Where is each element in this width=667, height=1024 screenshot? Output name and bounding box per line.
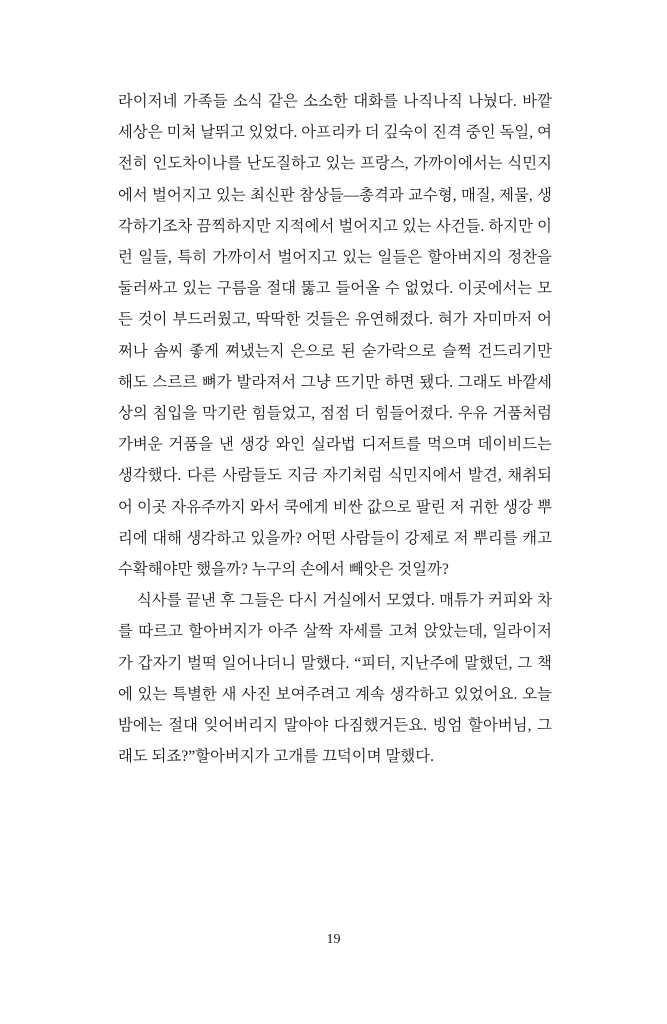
paragraph: 식사를 끝낸 후 그들은 다시 거실에서 모였다. 매튜가 커피와 차를 따르고 할아버지가 아주 살짝 자세를 고쳐 앉았는데, 일라이저가 갑자기 벌떡 일어나더니 말했다. “피터, 지난주에 말했던, 그 책에 있는 특별한 새 사진 보여주려고 계속 생각하고 있었어요. 오늘 밤에는 절대 잊어버리지 말아야 다짐했거든요. 빙엄 할아버님, 그래도 되죠?”할아버지가 고개를 끄덕이며 말했다. xyxy=(118,592,552,766)
body-text xyxy=(118,86,552,772)
paragraph: 라이저네 가족들 소식 같은 소소한 대화를 나직나직 나눴다. 바깥세상은 미처 날뛰고 있었다. 아프리카 더 깊숙이 진격 중인 독일, 여전히 인도차이나를 난도질하고 있는 프랑스, 가까이에서는 식민지에서 벌어지고 있는 최신판 참상들—총격과 교수형, 매질, 제물, 생각하기조차 끔찍하지만 지적에서 벌어지고 있는 사건들. 하지만 이런 일들, 특히 가까이서 벌어지고 있는 일들은 할아버지의 정찬을 둘러싸고 있는 구름을 절대 뚫고 들어올 수 없었다. 이곳에서는 모든 것이 부드러웠고, 딱딱한 것들은 유연해졌다. 혀가 자미마저 어쩌나 솜씨 좋게 쪄냈는지 은으로 된 숟가락으로 슬쩍 건드리기만 해도 스르르 뼈가 발라져서 그냥 뜨기만 하면 됐다. 그래도 바깥세상의 침입을 막기란 힘들었고, 점점 더 힘들어졌다. 우유 거품처럼 가벼운 거품을 낸 생강 와인 실라법 디저트를 먹으며 데이비드는 생각했다. 다른 사람들도 지금 자기처럼 식민지에서 발견, 채취되어 이곳 자유주까지 와서 쿡에게 비싼 값으로 팔린 저 귀한 생강 뿌리에 대해 생각하고 있을까? 어떤 사람들이 강제로 저 뿌리를 캐고 수확해야만 했을까? 누구의 손에서 빼앗은 것일까? xyxy=(118,93,552,579)
page-number: 19 xyxy=(326,932,341,947)
